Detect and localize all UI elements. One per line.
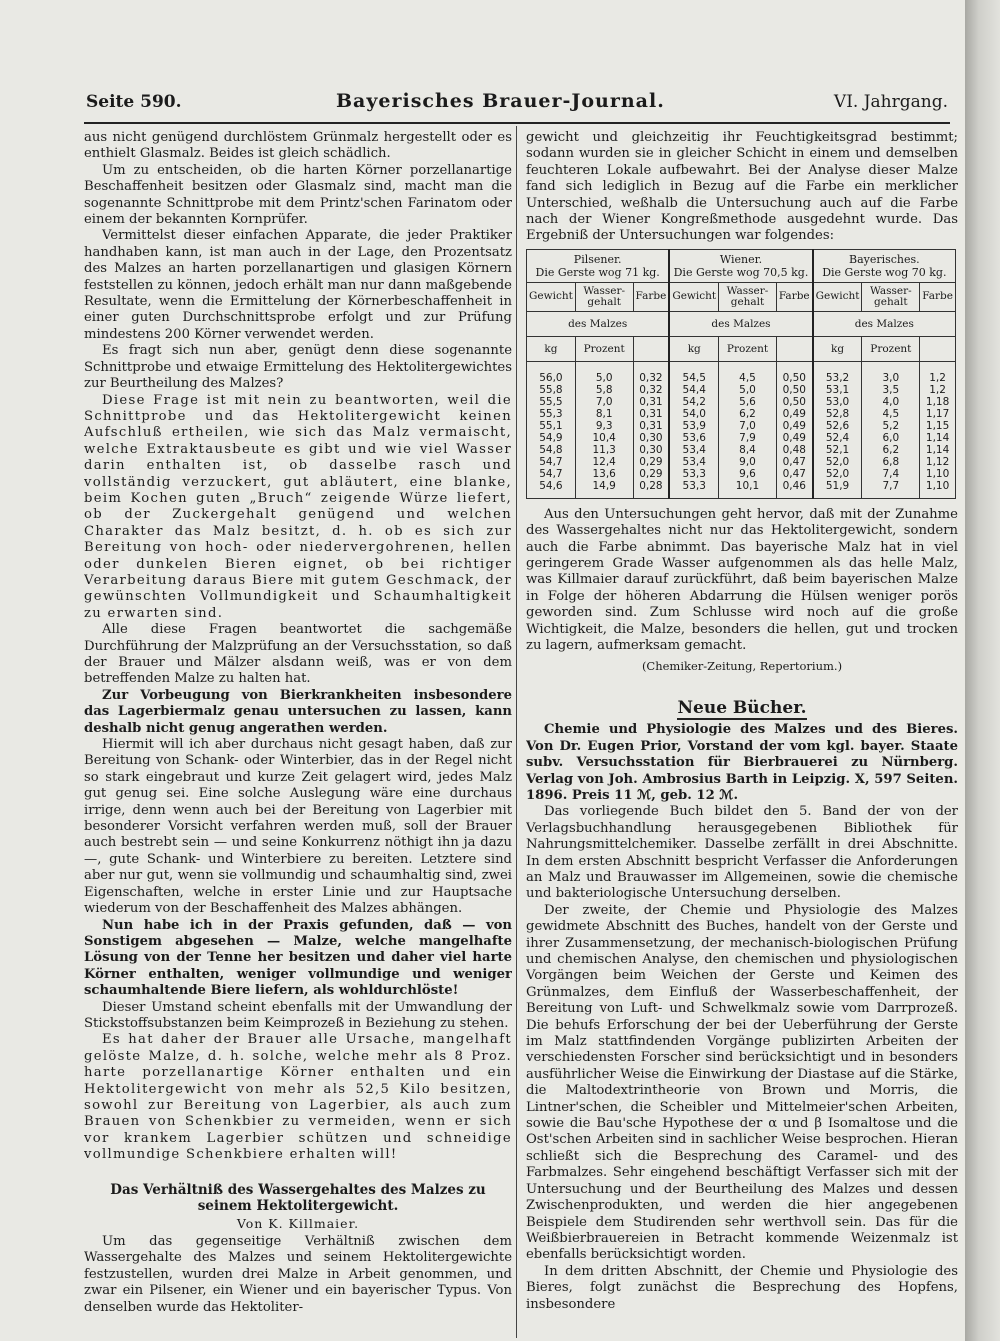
table-cell: 52,8	[813, 408, 862, 420]
table-cell: 54,5	[669, 361, 718, 384]
table-cell: 54,7	[527, 456, 576, 468]
unit-label: kg	[669, 336, 718, 361]
page-header	[86, 92, 948, 118]
table-cell: 8,1	[575, 408, 633, 420]
paragraph: Es fragt sich nun aber, genügt denn diese sogenannte Schnittprobe und etwaige Ermittelung des Hektolitergewichtes zur Beurtheilung des Malzes?	[84, 343, 512, 392]
section-title: Das Verhältniß des Wassergehaltes des Malzes zu seinem Hektolitergewicht.	[110, 1181, 486, 1214]
table-cell: 55,3	[527, 408, 576, 420]
table-cell: 0,31	[633, 408, 669, 420]
column-header: Wasser-gehalt	[719, 282, 777, 311]
table-row	[527, 444, 956, 456]
table-cell: 55,8	[527, 384, 576, 396]
table-row	[527, 361, 956, 384]
table-row	[527, 408, 956, 420]
table-cell: 53,4	[669, 444, 718, 456]
table-cell: 54,2	[669, 396, 718, 408]
table-cell: 8,4	[719, 444, 777, 456]
paragraph: Der zweite, der Chemie und Physiologie des Malzes gewidmete Abschnitt des Buches, handelt von der Gerste und ihrer Zusammensetzung, der mechanisch-biologischen Prüfung und chemischen Analyse, den chemischen und physiologischen Vorgängen beim Weichen der Gerste und Keimen des Grünmalzes, dem Einfluß der Wasserbeschaffenheit, der Bereitung von Luft- und Schwelkmalz sowie vom Darrprozeß. Die behufs Erforschung der bei der Ueberführung der Gerste im Malz stattfindenden Vorgänge publizirten Arbeiten der verschiedensten Forscher sind berücksichtigt und in besonders ausführlicher Weise die Einwirkung der Diastase auf die Stärke, die Maltodextrintheorie von Brown und Morris, die Lintner'schen, die Scheibler und Mittelmeier'schen Arbeiten, sowie die Bau'sche Hypothese der α und β Isomaltose und die Ost'schen Arbeiten sind in sachlicher Weise besprochen. Hieran schließt sich die Besprechung des Caramel- und des Farbmalzes. Sehr eingehend beschäftigt Verfasser sich mit der Untersuchung und der Beurtheilung des Malzes und dessen Zwischenprodukten, und werden die hier angegebenen Beispiele dem Studirenden sehr werthvoll sein. Das für die Weißbierbrauereien in Betracht kommende Weizenmalz ist ebenfalls berücksichtigt worden.	[526, 902, 958, 1263]
table-body	[527, 361, 956, 498]
table-cell: 53,1	[813, 384, 862, 396]
paragraph: Zur Vorbeugung von Bierkrankheiten insbesondere das Lagerbiermalz genau untersuchen zu lassen, kann deshalb nicht genug angerathen werden.	[84, 687, 512, 736]
table-cell: 14,9	[575, 480, 633, 499]
table-cell: 53,3	[669, 480, 718, 499]
table-cell: 7,0	[575, 396, 633, 408]
paragraph: Das vorliegende Buch bildet den 5. Band der von der Verlagsbuchhandlung herausgegebenen Bibliothek für Nahrungsmittelchemiker. Dasselbe zerfällt in drei Abschnitte. In dem ersten Abschnitt bespricht Verfasser die Anforderungen an Malz und Brauwasser im Allgemeinen, sowie die chemische und bakteriologische Untersuchung derselben.	[526, 804, 958, 902]
table-cell: 0,30	[633, 432, 669, 444]
table-row	[527, 468, 956, 480]
table-cell: 5,6	[719, 396, 777, 408]
table-cell: 1,14	[920, 432, 956, 444]
table-cell: 55,1	[527, 420, 576, 432]
page-number: Seite 590.	[86, 92, 182, 112]
table-cell: 0,47	[776, 456, 812, 468]
data-table	[526, 249, 956, 499]
table-row	[527, 396, 956, 408]
table-cell: 51,9	[813, 480, 862, 499]
unit-label: Prozent	[719, 336, 777, 361]
table-cell: 0,32	[633, 384, 669, 396]
section-heading	[526, 697, 958, 718]
column-header: Gewicht	[813, 282, 862, 311]
table-cell: 5,0	[575, 361, 633, 384]
table-cell: 53,2	[813, 361, 862, 384]
table-cell: 0,30	[633, 444, 669, 456]
table-cell: 0,31	[633, 420, 669, 432]
table-row	[527, 384, 956, 396]
unit-label: Prozent	[575, 336, 633, 361]
section-heading-text: Neue Bücher.	[677, 697, 807, 718]
table-cell: 10,1	[719, 480, 777, 499]
table-cell: 54,8	[527, 444, 576, 456]
column-header: Wasser-gehalt	[575, 282, 633, 311]
paragraph: Aus den Untersuchungen geht hervor, daß mit der Zunahme des Wassergehaltes nicht nur das Hektolitergewicht, sondern auch die Farbe abnimmt. Das bayerische Malz hat in viel geringerem Grade Wasser aufgenommen als das helle Malz, was Killmaier darauf zurückführt, daß beim bayerischen Malze in Folge der höheren Abdarrung die Hülsen weniger porös geworden sind. Zum Schlusse wird noch auf die große Wichtigkeit, die Malze, besonders die hellen, gut und trocken zu lagern, aufmerksam gemacht.	[526, 506, 958, 654]
table-group-header: Wiener. Die Gerste wog 70,5 kg.	[669, 249, 812, 282]
column-header: Gewicht	[669, 282, 718, 311]
column-header: Wasser-gehalt	[862, 282, 920, 311]
table-cell: 0,49	[776, 432, 812, 444]
table-cell: 53,9	[669, 420, 718, 432]
table-row	[527, 456, 956, 468]
table-cell: 6,2	[862, 444, 920, 456]
paragraph: Es hat daher der Brauer alle Ursache, mangelhaft gelöste Malze, d. h. solche, welche mehr als 8 Proz. harte porzellanartige Körner enthalten und ein Hektolitergewicht von mehr als 52,5 Kilo besitzen, sowohl zur Bereitung von Lagerbier, als auch zum Brauen von Schenkbier zu vermeiden, wenn er sich vor krankem Lagerbier schützen und schneidige vollmundige Schenkbiere erhalten will!	[84, 1032, 512, 1163]
unit-label: Prozent	[862, 336, 920, 361]
volume-label: VI. Jahrgang.	[833, 92, 948, 112]
table-cell: 1,12	[920, 456, 956, 468]
table-cell: 52,6	[813, 420, 862, 432]
table-cell: 0,50	[776, 384, 812, 396]
table-cell: 7,4	[862, 468, 920, 480]
table-cell: 53,0	[813, 396, 862, 408]
unit-label: kg	[813, 336, 862, 361]
section-author: Von K. Killmaier.	[236, 1215, 360, 1231]
table-group-header: Bayerisches. Die Gerste wog 70 kg.	[813, 249, 956, 282]
paragraph: Um das gegenseitige Verhältniß zwischen dem Wassergehalte des Malzes und seinem Hektolitergewichte festzustellen, wurden drei Malze in Arbeit genommen, und zwar ein Pilsener, ein Wiener und ein bayerischer Typus. Von denselben wurde das Hektoliter-	[84, 1234, 512, 1315]
paragraph: gewicht und gleichzeitig ihr Feuchtigkeitsgrad bestimmt; sodann wurden sie in gleicher Schicht in einem und demselben feuchteren Lokale aufbewahrt. Bei der Analyse dieser Malze fand sich lediglich in Bezug auf die Farbe ein merklicher Unterschied, weßhalb die Untersuchung auch auf die Farbe nach der Wiener Kongreßmethode ausgedehnt wurde. Das Ergebniß der Untersuchungen war folgendes:	[526, 130, 958, 244]
table-cell: 52,0	[813, 468, 862, 480]
table-cell: 0,46	[776, 480, 812, 499]
table-cell: 13,6	[575, 468, 633, 480]
table-cell: 1,15	[920, 420, 956, 432]
paragraph: Alle diese Fragen beantwortet die sachgemäße Durchführung der Malzprüfung an der Versuchsstation, so daß der Brauer und Mälzer alsdann weiß, was er von dem betreffenden Malze zu halten hat.	[84, 622, 512, 687]
table-cell: 54,7	[527, 468, 576, 480]
table-cell: 0,28	[633, 480, 669, 499]
table-row	[527, 480, 956, 499]
journal-title: Bayerisches Brauer-Journal.	[336, 90, 665, 112]
paragraph: In dem dritten Abschnitt, der Chemie und Physiologie des Bieres, folgt zunächst die Besprechung des Hopfens, insbesondere	[526, 1263, 958, 1312]
column-header: Farbe	[920, 282, 956, 311]
table-cell: 1,10	[920, 468, 956, 480]
table-cell: 5,2	[862, 420, 920, 432]
table-cell: 0,29	[633, 468, 669, 480]
table-cell: 1,14	[920, 444, 956, 456]
unit-label	[776, 336, 812, 361]
table-cell: 53,6	[669, 432, 718, 444]
table-cell: 1,18	[920, 396, 956, 408]
paragraph: Nun habe ich in der Praxis gefunden, daß — von Sonstigem abgesehen — Malze, welche mangelhafte Lösung von der Tenne her besitzen und daher viel harte Körner enthalten, weniger vollmundige und weniger schaumhaltende Biere liefern, als wohldurchlöste!	[84, 917, 512, 999]
table-cell: 52,1	[813, 444, 862, 456]
table-cell: 56,0	[527, 361, 576, 384]
table-cell: 6,2	[719, 408, 777, 420]
table-cell: 54,9	[527, 432, 576, 444]
unit-label	[633, 336, 669, 361]
table-cell: 0,29	[633, 456, 669, 468]
table-cell: 0,49	[776, 408, 812, 420]
table-cell: 0,49	[776, 420, 812, 432]
table-cell: 54,4	[669, 384, 718, 396]
header-rule	[84, 122, 950, 124]
table-cell: 55,5	[527, 396, 576, 408]
table-cell: 4,5	[719, 361, 777, 384]
paragraph: Um zu entscheiden, ob die harten Körner porzellanartige Beschaffenheit besitzen oder Glasmalz sind, macht man die sogenannte Schnittprobe mit dem Printz'schen Farinatom oder einem der bekannten Kornprüfer.	[84, 162, 512, 228]
unit-label	[920, 336, 956, 361]
table-group-header: Pilsener. Die Gerste wog 71 kg.	[527, 249, 670, 282]
table-cell: 52,0	[813, 456, 862, 468]
table-cell: 53,3	[669, 468, 718, 480]
table-cell: 5,8	[575, 384, 633, 396]
table-cell: 6,0	[862, 432, 920, 444]
paragraph: Hiermit will ich aber durchaus nicht gesagt haben, daß zur Bereitung von Schank- oder Winterbier, das in der Regel nicht so stark eingebraut und kurze Zeit gelagert wird, jedes Malz gut genug sei. Eine solche Auslegung wäre eine durchaus irrige, denn wenn auch bei der Bereitung von Lagerbier mit besonderer Vorsicht verfahren werden muß, soll der Brauer auch bestrebt sein — und seine Konkurrenz nöthigt ihn ja dazu —, gute Schank- und Winterbiere zu bereiten. Letztere sind aber nur gut, wenn sie vollmundig und schaumhaltig sind, zwei Eigenschaften, welche in erster Linie und zur Hauptsache wiederum von der Beschaffenheit des Malzes abhängen.	[84, 737, 512, 917]
paragraph: Dieser Umstand scheint ebenfalls mit der Umwandlung der Stickstoffsubstanzen beim Keimprozeß in Beziehung zu stehen.	[84, 999, 512, 1031]
table-cell: 7,7	[862, 480, 920, 499]
right-column	[526, 130, 958, 1335]
table-cell: 0,48	[776, 444, 812, 456]
table-cell: 6,8	[862, 456, 920, 468]
table-cell: 4,5	[862, 408, 920, 420]
column-header: Farbe	[776, 282, 812, 311]
table-cell: 5,0	[719, 384, 777, 396]
table-cell: 9,0	[719, 456, 777, 468]
paragraph: aus nicht genügend durchlöstem Grünmalz hergestellt oder es enthielt Glasmalz. Beides ist gleich schädlich.	[84, 130, 512, 162]
table-cell: 3,0	[862, 361, 920, 384]
table-cell: 9,3	[575, 420, 633, 432]
table-row	[527, 420, 956, 432]
table-cell: 53,4	[669, 456, 718, 468]
table-cell: 10,4	[575, 432, 633, 444]
column-header: Farbe	[633, 282, 669, 311]
malz-label: des Malzes	[813, 311, 956, 336]
table-row	[527, 432, 956, 444]
paragraph: Vermittelst dieser einfachen Apparate, die jeder Praktiker handhaben kann, ist man auch in der Lage, den Prozentsatz des Malzes an harten porzellanartigen und glasigen Körnern feststellen zu können, jedoch erhält man nur dann maßgebende Resultate, wenn die Ermittelung der Körnerbeschaffenheit in einer guten Durchschnittsprobe erfolgt und zur Prüfung mindestens 200 Körner verwendet werden.	[84, 228, 512, 342]
table-cell: 1,17	[920, 408, 956, 420]
table-cell: 0,32	[633, 361, 669, 384]
table-cell: 7,0	[719, 420, 777, 432]
column-divider	[516, 126, 517, 1338]
table-cell: 1,2	[920, 384, 956, 396]
table-cell: 1,10	[920, 480, 956, 499]
table-cell: 3,5	[862, 384, 920, 396]
table-cell: 11,3	[575, 444, 633, 456]
malz-label: des Malzes	[669, 311, 812, 336]
table-cell: 52,4	[813, 432, 862, 444]
table-cell: 12,4	[575, 456, 633, 468]
table-cell: 0,47	[776, 468, 812, 480]
source-note: (Chemiker-Zeitung, Repertorium.)	[641, 658, 843, 673]
column-header: Gewicht	[527, 282, 576, 311]
page-edge	[965, 0, 1000, 1341]
paragraph: Diese Frage ist mit nein zu beantworten, weil die Schnittprobe und das Hektolitergewicht keinen Aufschluß ertheilen, wie sich das Malz vermaischt, welche Extraktausbeute es gibt und wie viel Wasser darin enthalten ist, ob dasselbe rasch und vollständig verzuckert, gut abläutert, eine blanke, beim Kochen guten „Bruch“ zeigende Würze liefert, ob der Zuckergehalt genügend und welchen Charakter das Malz besitzt, d. h. ob es sich zur Bereitung von hoch- oder niedervergohrenen, hellen oder dunkelen Bieren eignet, ob bei richtiger Verarbeitung daraus Biere mit gutem Geschmack, der gewünschten Vollmundigkeit und Schaumhaltigkeit zu erwarten sind.	[84, 392, 512, 621]
book-title: Chemie und Physiologie des Malzes und des Bieres. Von Dr. Eugen Prior, Vorstand der vom kgl. bayer. Staate subv. Versuchsstation für Bierbrauerei zu Nürnberg. Verlag von Joh. Ambrosius Barth in Leipzig. X, 597 Seiten. 1896. Preis 11 ℳ, geb. 12 ℳ.	[526, 722, 958, 803]
malz-label: des Malzes	[527, 311, 670, 336]
table-cell: 7,9	[719, 432, 777, 444]
table-cell: 0,50	[776, 361, 812, 384]
table-cell: 1,2	[920, 361, 956, 384]
table-cell: 0,50	[776, 396, 812, 408]
table-cell: 9,6	[719, 468, 777, 480]
left-column	[84, 130, 512, 1335]
unit-label: kg	[527, 336, 576, 361]
table-cell: 54,6	[527, 480, 576, 499]
table-cell: 54,0	[669, 408, 718, 420]
table-cell: 0,31	[633, 396, 669, 408]
table-cell: 4,0	[862, 396, 920, 408]
